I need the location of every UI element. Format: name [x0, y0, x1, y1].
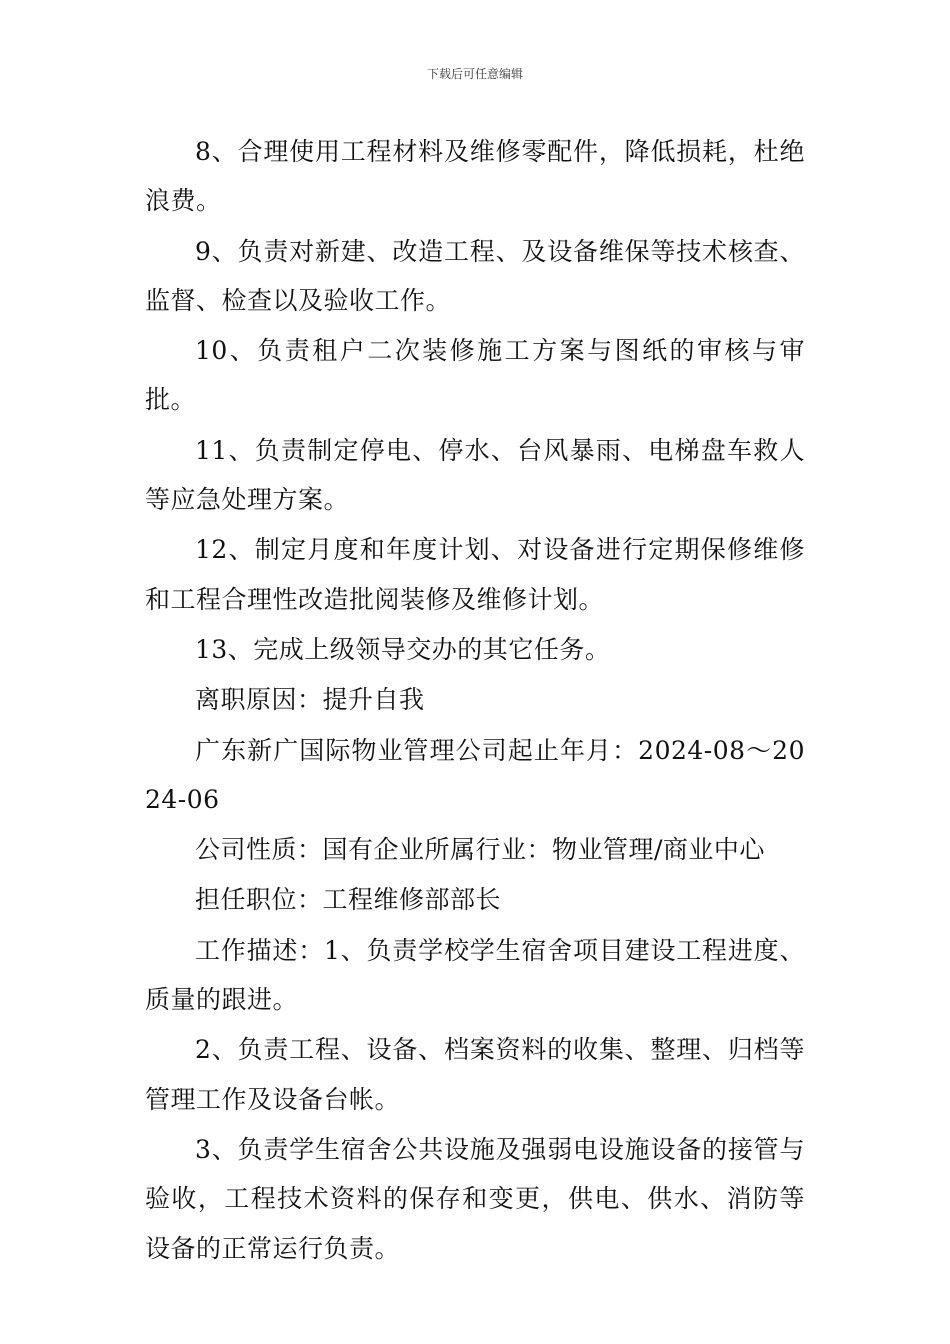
paragraph-item-8: 8、合理使用工程材料及维修零配件，降低损耗，杜绝浪费。 [145, 137, 805, 216]
paragraph-item-12: 12、制定月度和年度计划、对设备进行定期保修维修和工程合理性改造批阅装修及维修计划。 [145, 535, 805, 614]
job-description-item-1: 工作描述：1、负责学校学生宿舍项目建设工程进度、质量的跟进。 [145, 935, 805, 1015]
paragraph-item-9: 9、负责对新建、改造工程、及设备维保等技术核查、监督、检查以及验收工作。 [145, 236, 805, 315]
company-nature: 公司性质：国有企业所属行业：物业管理/商业中心 [195, 835, 765, 865]
job-description-item-2: 2、负责工程、设备、档案资料的收集、整理、归档等管理工作及设备台帐。 [145, 1035, 805, 1114]
document-body [145, 127, 805, 1274]
job-position: 担任职位：工程维修部部长 [195, 885, 502, 915]
resignation-reason: 离职原因：提升自我 [195, 685, 425, 715]
employer-and-period: 广东新广国际物业管理公司起止年月：2024-08～2024-06 [145, 735, 805, 814]
paragraph-item-11: 11、负责制定停电、停水、台风暴雨、电梯盘车救人等应急处理方案。 [145, 435, 805, 515]
job-description-item-3: 3、负责学生宿舍公共设施及强弱电设施设备的接管与验收，工程技术资料的保存和变更，供电、供水、消防等设备的正常运行负责。 [145, 1134, 805, 1263]
page-header-note: 下载后可任意编辑 [426, 67, 523, 81]
paragraph-item-13: 13、完成上级领导交办的其它任务。 [195, 634, 611, 664]
paragraph-item-10: 10、负责租户二次装修施工方案与图纸的审核与审批。 [145, 336, 805, 415]
